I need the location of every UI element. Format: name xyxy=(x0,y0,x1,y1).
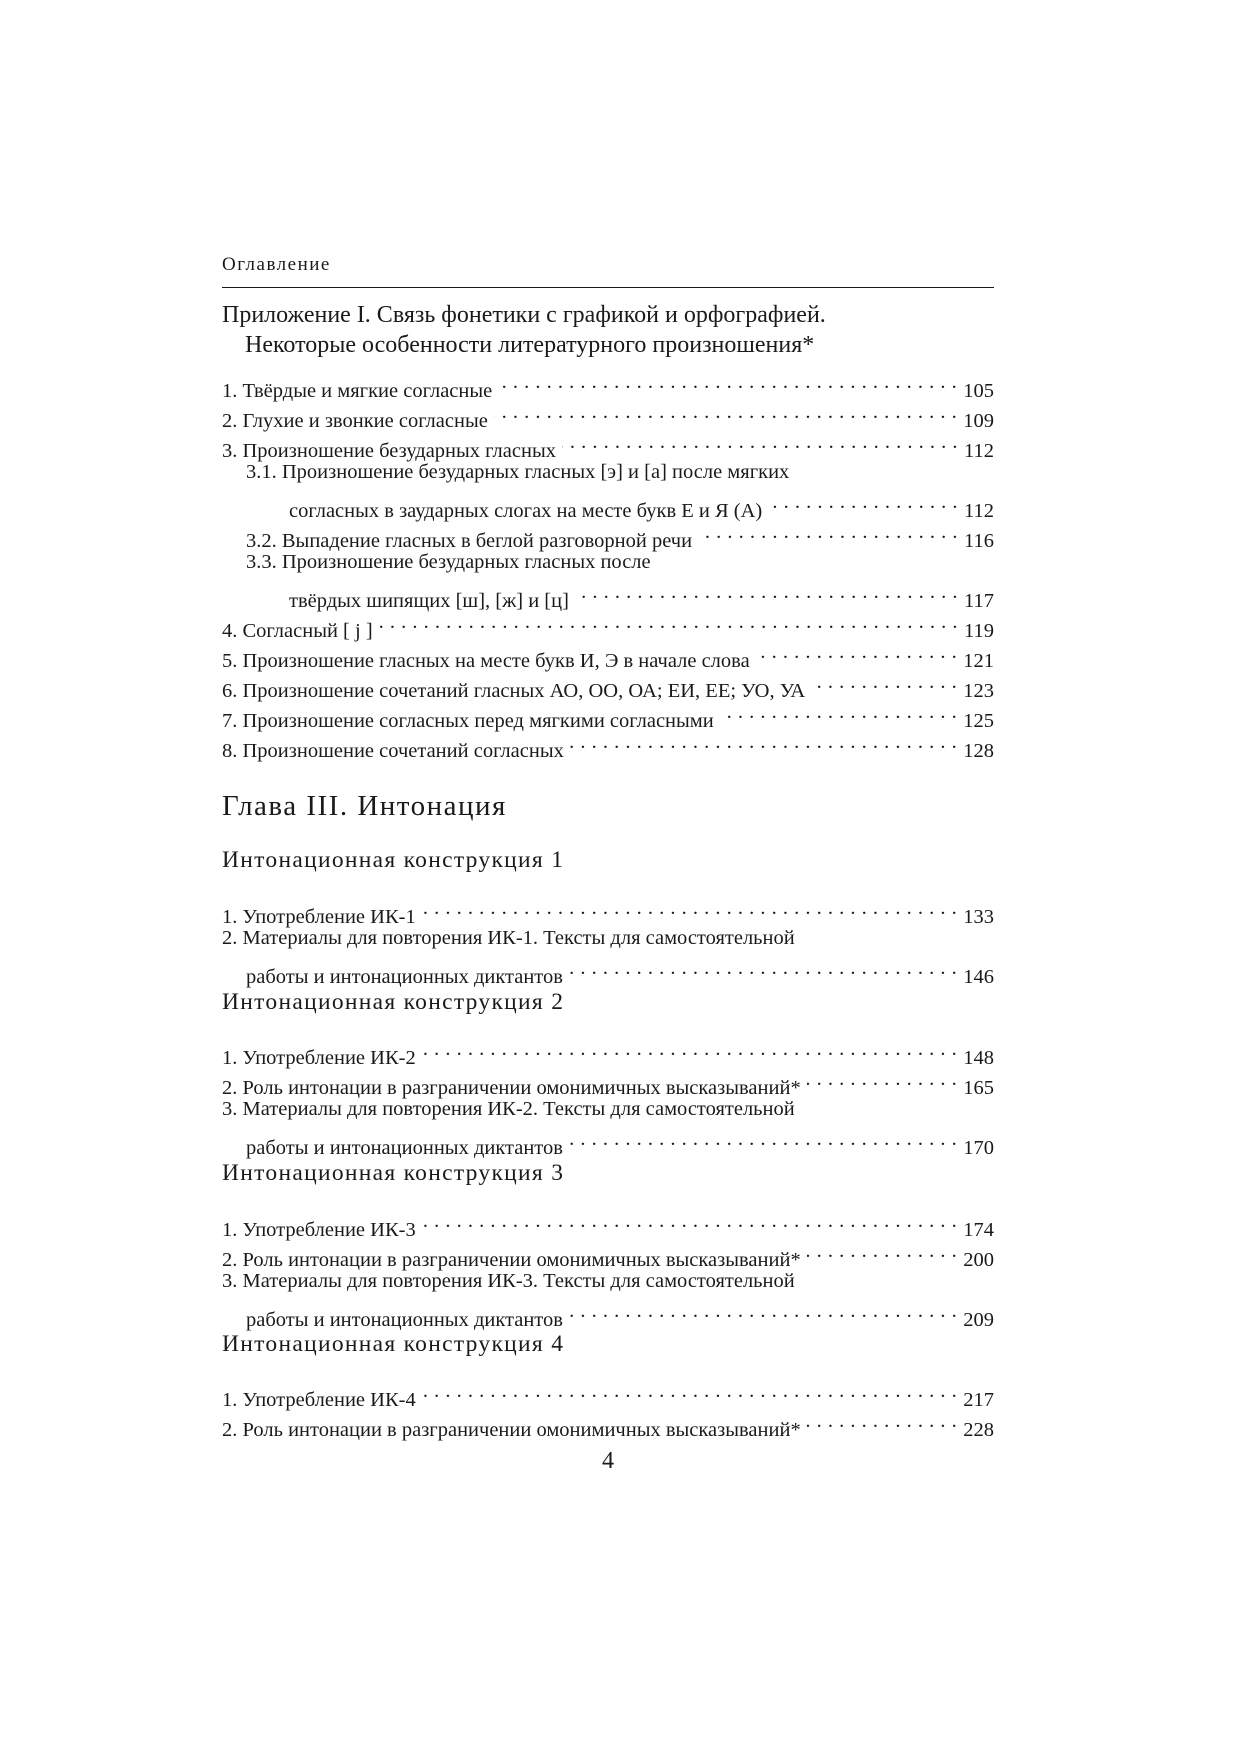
toc-entry-page: 109 xyxy=(963,410,994,432)
section-entries xyxy=(222,893,994,988)
dot-leader xyxy=(422,1376,958,1406)
toc-entry-page: 112 xyxy=(964,440,994,462)
dot-leader xyxy=(494,397,957,427)
toc-entry[interactable] xyxy=(222,893,994,928)
appendix-title xyxy=(222,300,994,360)
appendix-entries xyxy=(222,367,994,762)
toc-entry-text: работы и интонационных диктантов xyxy=(246,1309,563,1331)
chapter-title[interactable]: Глава III. Интонация xyxy=(222,790,507,822)
toc-entry-text: 1. Употребление ИК-2 xyxy=(222,1047,416,1069)
dot-leader xyxy=(422,893,958,923)
toc-entry-text: 2. Роль интонации в разграничении омонимичных высказываний* xyxy=(222,1249,801,1271)
dot-leader xyxy=(807,1236,958,1266)
appendix-title-line1: Приложение I. Связь фонетики с графикой и орфографией. xyxy=(222,302,826,328)
toc-entry-text: 6. Произношение сочетаний гласных АО, ОО, ОА; ЕИ, ЕЕ; УО, УА xyxy=(222,680,806,702)
toc-entry[interactable] xyxy=(222,367,994,402)
toc-entry-page: 121 xyxy=(963,650,994,672)
toc-entry-page: 112 xyxy=(964,500,994,522)
page-number: 4 xyxy=(602,1448,614,1474)
toc-entry-page: 123 xyxy=(963,680,994,702)
toc-entry-text: работы и интонационных диктантов xyxy=(246,966,563,988)
toc-entry[interactable] xyxy=(222,1376,994,1411)
toc-entry-text: 2. Роль интонации в разграничении омонимичных высказываний* xyxy=(222,1419,801,1441)
dot-leader xyxy=(562,427,958,457)
toc-entry-page: 117 xyxy=(964,590,994,612)
toc-entry[interactable] xyxy=(222,1296,994,1331)
toc-entry-text: 3. Произношение безударных гласных xyxy=(222,440,556,462)
toc-entry-text: 1. Употребление ИК-4 xyxy=(222,1389,416,1411)
dot-leader xyxy=(498,367,957,397)
toc-entry-page: 170 xyxy=(963,1137,994,1159)
toc-entry-page: 200 xyxy=(963,1249,994,1271)
toc-entry-text: 2. Глухие и звонкие согласные xyxy=(222,410,488,432)
toc-entry-line1[interactable] xyxy=(222,457,994,487)
dot-leader xyxy=(422,1034,958,1064)
toc-entry-page: 217 xyxy=(963,1389,994,1411)
toc-entry-line1[interactable] xyxy=(222,547,994,577)
dot-leader xyxy=(720,697,958,727)
dot-leader xyxy=(811,667,957,697)
running-head: Оглавление xyxy=(222,254,331,275)
dot-leader xyxy=(422,1206,958,1236)
section-title[interactable]: Интонационная конструкция 2 xyxy=(222,989,565,1015)
toc-entry-text: 3. Материалы для повторения ИК-2. Тексты для самостоятельной xyxy=(222,1098,795,1120)
section-title[interactable]: Интонационная конструкция 4 xyxy=(222,1331,565,1357)
toc-entry-page: 128 xyxy=(963,740,994,762)
header-rule xyxy=(222,287,994,288)
toc-entry-text: 3.1. Произношение безударных гласных [э] и [а] после мягких xyxy=(246,461,790,483)
toc-entry-text: 5. Произношение гласных на месте букв И, Э в начале слова xyxy=(222,650,750,672)
dot-leader xyxy=(570,727,957,757)
toc-entry-text: 4. Согласный [ j ] xyxy=(222,620,373,642)
toc-entry-text: 7. Произношение согласных перед мягкими согласными xyxy=(222,710,714,732)
toc-entry-text: 1. Употребление ИК-1 xyxy=(222,906,416,928)
toc-entry-page: 174 xyxy=(963,1219,994,1241)
toc-entry[interactable] xyxy=(222,577,994,612)
section-title[interactable]: Интонационная конструкция 3 xyxy=(222,1160,565,1186)
section-entries xyxy=(222,1376,994,1441)
toc-entry-text: 8. Произношение сочетаний согласных xyxy=(222,740,564,762)
toc-entry-page: 228 xyxy=(963,1419,994,1441)
toc-entry-page: 209 xyxy=(963,1309,994,1331)
toc-entry[interactable] xyxy=(222,953,994,988)
appendix-title-line2: Некоторые особенности литературного произношения* xyxy=(245,332,815,358)
toc-entry[interactable] xyxy=(222,1206,994,1241)
toc-entry-text: 1. Твёрдые и мягкие согласные xyxy=(222,380,493,402)
toc-entry-text: 1. Употребление ИК-3 xyxy=(222,1219,416,1241)
toc-entry-page: 125 xyxy=(963,710,994,732)
dot-leader xyxy=(569,953,957,983)
toc-entry-page: 146 xyxy=(963,966,994,988)
dot-leader xyxy=(807,1064,958,1094)
toc-entry-text: 2. Роль интонации в разграничении омонимичных высказываний* xyxy=(222,1077,801,1099)
section-entries xyxy=(222,1034,994,1159)
toc-entry[interactable] xyxy=(222,487,994,522)
toc-entry-text: согласных в заударных слогах на месте букв Е и Я (А) xyxy=(289,500,763,522)
section-title[interactable]: Интонационная конструкция 1 xyxy=(222,847,565,873)
toc-entry-text: 3. Материалы для повторения ИК-3. Тексты для самостоятельной xyxy=(222,1270,795,1292)
dot-leader xyxy=(756,637,958,667)
toc-entry-line1[interactable] xyxy=(222,923,994,953)
toc-entry-page: 119 xyxy=(964,620,994,642)
toc-entry[interactable] xyxy=(222,1124,994,1159)
toc-entry-line1[interactable] xyxy=(222,1266,994,1296)
toc-entry-page: 148 xyxy=(963,1047,994,1069)
dot-leader xyxy=(807,1406,958,1436)
toc-entry-text: работы и интонационных диктантов xyxy=(246,1137,563,1159)
dot-leader xyxy=(698,517,958,547)
section-entries xyxy=(222,1206,994,1331)
toc-entry-text: твёрдых шипящих [ш], [ж] и [ц] xyxy=(289,590,569,612)
dot-leader xyxy=(569,1296,957,1326)
toc-entry-page: 133 xyxy=(963,906,994,928)
toc-entry-text: 2. Материалы для повторения ИК-1. Тексты для самостоятельной xyxy=(222,927,795,949)
toc-entry-page: 116 xyxy=(964,530,994,552)
toc-entry-line1[interactable] xyxy=(222,1094,994,1124)
toc-entry-text: 3.2. Выпадение гласных в беглой разговорной речи xyxy=(246,530,693,552)
toc-entry-page: 165 xyxy=(963,1077,994,1099)
dot-leader xyxy=(569,1124,957,1154)
toc-entry[interactable] xyxy=(222,1034,994,1069)
toc-entry-page: 105 xyxy=(963,380,994,402)
dot-leader xyxy=(768,487,958,517)
dot-leader xyxy=(575,577,958,607)
dot-leader xyxy=(379,607,958,637)
toc-entry-text: 3.3. Произношение безударных гласных после xyxy=(246,551,651,573)
